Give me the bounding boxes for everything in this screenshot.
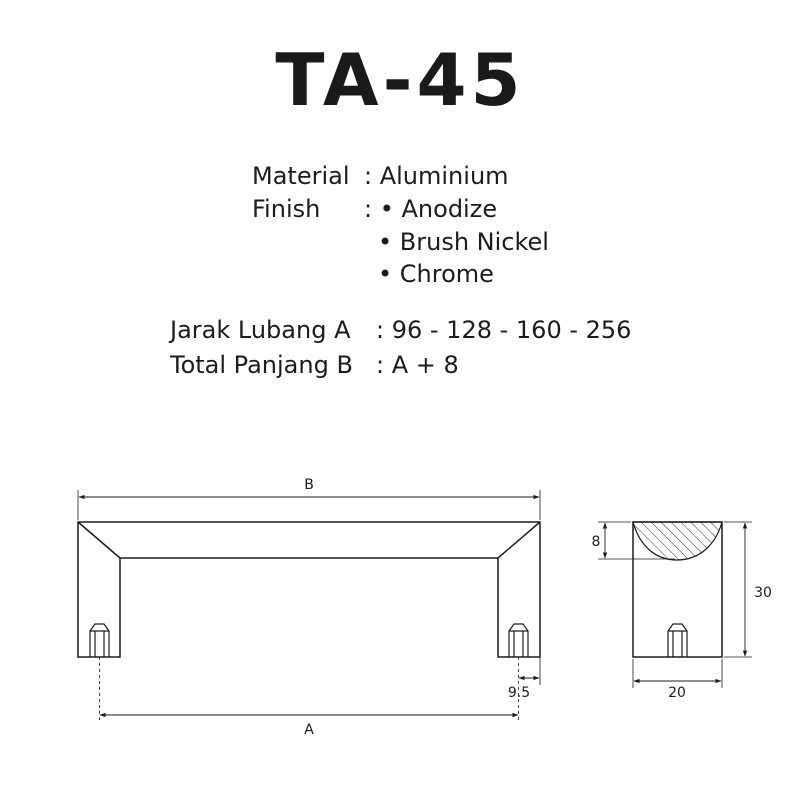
screw-insert-side: [668, 624, 687, 657]
miter-line-right: [498, 522, 540, 558]
material-value: : Aluminium: [364, 162, 509, 190]
front-view: [78, 522, 540, 657]
hatched-section: [633, 522, 722, 560]
finish-option-chrome: • Chrome: [378, 260, 494, 288]
handle-outline: [78, 522, 540, 657]
screw-insert-left: [90, 624, 109, 657]
dimension-depth-label: 8: [591, 534, 601, 550]
dimension-offset-label: 9.5: [507, 685, 531, 701]
finish-label: Finish: [252, 195, 321, 223]
hole-distance-value: : 96 - 128 - 160 - 256: [376, 316, 632, 344]
total-length-value: : A + 8: [376, 351, 459, 379]
miter-line-left: [78, 522, 120, 558]
finish-option-brush-nickel: • Brush Nickel: [378, 228, 549, 256]
screw-insert-right: [509, 624, 528, 657]
dimension-width-label: 20: [668, 685, 686, 701]
total-length-label: Total Panjang B: [170, 351, 353, 379]
finish-option-anodize: : • Anodize: [364, 195, 498, 223]
hole-distance-label: Jarak Lubang A: [170, 316, 351, 344]
material-label: Material: [252, 162, 350, 190]
dimension-a-label: A: [304, 722, 314, 738]
dimension-height-label: 30: [754, 585, 772, 601]
product-title: TA-45: [275, 38, 525, 122]
dimension-b-label: B: [304, 477, 314, 493]
